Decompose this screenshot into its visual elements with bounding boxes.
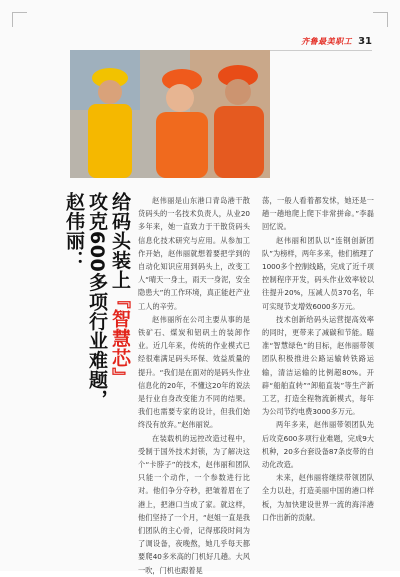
paragraph: 赵伟丽所在公司主要从事的是铁矿石、煤炭和铝矾土的装卸作业。近几年来，传统的作业模式已经很难满足码头环保、效益质量的提升。“我们是在面对的是码头作业信息化的20年，不懂这20年的说法是行业自身改变能力不同的结果。我们也需要专家的设计，但我们始终没有放弃。”赵伟丽说。 [138,314,250,430]
page-header [301,36,372,47]
paragraph: 未来，赵伟丽将继续带领团队全力以赴，打造美丽中国的港口样板，为加快建设世界一流的海洋港口作出新的贡献。 [262,473,374,522]
paragraph: 在装载机的远控改造过程中，受制于国外技术封锁，为了解决这个“卡脖子”的技术，赵伟丽和团队只能一个动作，一个参数进行比对。他们争分夺秒，把皱着眉在了港上，把港口当成了家。就这样，他们坚持了一个月，“赵姐一直是我们团队的主心骨，记得那段时间为了调设备，夜晚熬，她几乎每天都要爬40多米高的门机好几趟。大风一吹，门机也跟着晃 [138,433,250,575]
paragraph: 两年多来，赵伟丽带领团队先后攻克600多项行业难题，完成9大机种，20多台套设备87条皮带的自动化改造。 [262,420,374,470]
paragraph: 技术创新给码头运营提高效率的同时，更带来了减碳和节能。瞄准“智慧绿色”的目标，赵伟丽带领团队积极推进公路运输转铁路运输，清洁运输的比例超80%。开辟“船舶直转”“卸船直装”等生产新工艺，打造全程物流新模式，每年为公司节约电费3000多万元。 [262,314,374,417]
headline-line-2: 攻克600多项行业难题， [86,192,108,409]
headline-line-1 [109,192,130,432]
headline [60,192,130,432]
workers-photo-illustration [70,50,270,178]
paragraph: 赵伟丽是山东港口青岛港干散货码头的一名技术负责人，从业20多年来，她一直致力于干散货码头信息化技术研究与应用。从参加工作开始，赵伟丽就想着要把学到的自动化知识应用到码头上，改变工人“晴天一身土，雨天一身泥，安全隐患大”的工作环境，真正能赶产业工人的辛劳。 [138,196,250,311]
article-column-right [262,194,374,524]
headline-line-1-prefix: 给码头装上 [109,192,131,290]
workers-photo [70,50,270,178]
crop-mark-top-left [12,12,27,27]
paragraph: 赵伟丽和团队以“连钢创新团队”为榜样，两年多来，他们梳理了1000多个控制线路，完成了近千项控制程序开发，码头作业效率较以往提升20%，压减人员370名，年可实现节支增效6000多万元。 [262,235,374,311]
headline-line-3: 赵伟丽： [63,192,85,270]
page-number: 31 [358,36,372,47]
crop-mark-top-right [373,12,388,27]
section-name: 齐鲁最美职工 [301,37,353,46]
headline-highlight: 『智慧芯』 [109,289,131,387]
article-column-left [138,194,250,577]
paragraph: 荡，一般人看着都发怵，她还是一趟一趟地爬上爬下非常拼命。”李磊回忆说。 [262,196,374,232]
